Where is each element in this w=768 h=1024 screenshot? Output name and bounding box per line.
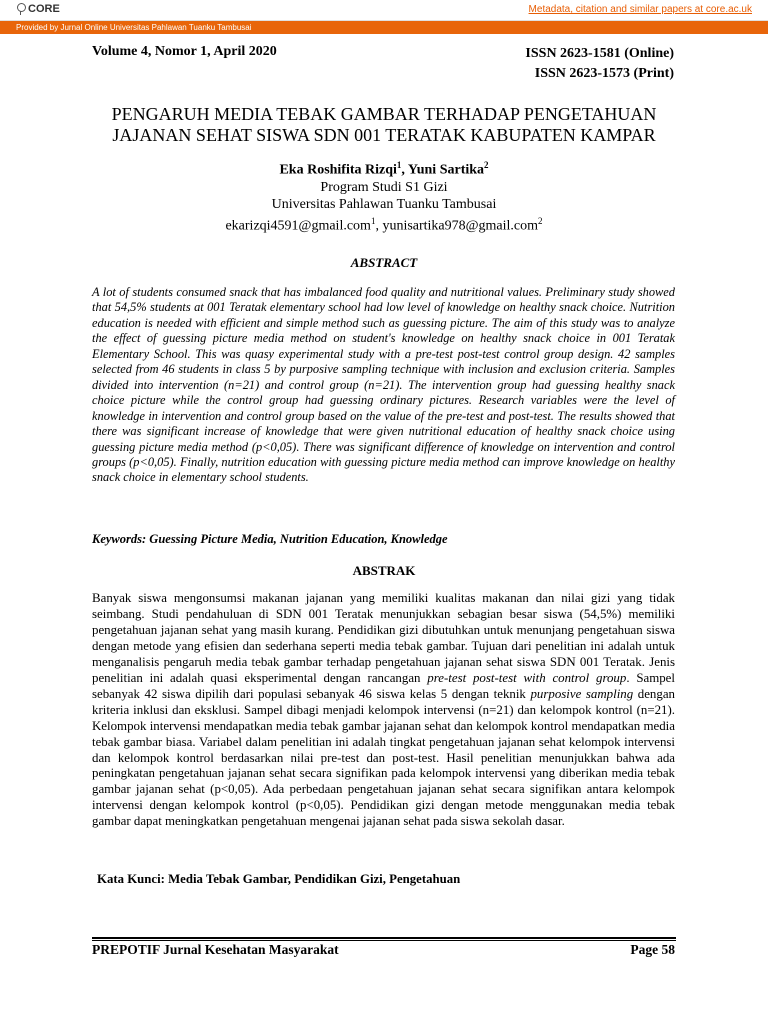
abstrak-part-1: Banyak siswa mengonsumsi makanan jajanan yang memiliki kualitas makanan dan nilai gizi yang tidak seimbang. Studi pendahuluan di SDN 001 Teratak menunjukkan sebagian besar siswa (54,5%) memiliki pengetahuan jajanan sehat yang masih kurang. Pendidikan gizi dibutuhkan untuk menunjang pengetahuan siswa dengan metode yang efisien dan sederhana seperti media tebak gambar. Tujuan dari penelitian ini adalah untuk menganalisis pengaruh media tebak gambar terhadap pengetahuan jajanan sehat siswa SDN 001 Teratak. Jenis penelitian ini adalah quasi eksperimental dengan rancangan (92, 591, 675, 685)
core-logo[interactable] (16, 3, 60, 15)
abstract-heading: ABSTRACT (350, 255, 418, 270)
author-names (80, 157, 688, 179)
author-2: Yuni Sartika (407, 162, 485, 178)
email-2: yunisartika978@gmail.com (382, 218, 539, 234)
core-metadata-link[interactable]: Metadata, citation and similar papers at core.ac.uk (528, 4, 752, 15)
email-separator: , (375, 218, 383, 234)
abstrak-italic-sampling: purposive sampling (530, 686, 634, 701)
footer-divider-thin (92, 940, 676, 941)
email-2-affiliation: 2 (538, 215, 543, 226)
issn-online: ISSN 2623-1581 (Online) (525, 46, 674, 61)
abstrak-indonesian-text (92, 591, 675, 830)
paper-title-line-1: PENGARUH MEDIA TEBAK GAMBAR TERHADAP PENGETAHUAN (111, 104, 657, 124)
university: Universitas Pahlawan Tuanku Tambusai (271, 196, 497, 212)
email-1-affiliation: 1 (370, 215, 376, 226)
paper-title-line-2: JAJANAN SEHAT SISWA SDN 001 TERATAK KABUPATEN KAMPAR (112, 125, 656, 145)
author-emails (80, 213, 688, 235)
author-block (80, 157, 688, 234)
issn-block (525, 44, 674, 84)
study-program: Program Studi S1 Gizi (320, 179, 448, 195)
abstrak-italic-design: pre-test post-test with control group (427, 670, 627, 685)
author-separator: , (401, 162, 408, 178)
core-top-bar (0, 0, 768, 21)
author-2-affiliation: 2 (484, 160, 489, 170)
abstrak-heading: ABSTRAK (352, 563, 416, 578)
footer-divider (92, 937, 676, 939)
footer-journal-name: PREPOTIF Jurnal Kesehatan Masyarakat (92, 942, 339, 957)
author-1-affiliation: 1 (396, 160, 402, 170)
abstract-english-text: A lot of students consumed snack that has imbalanced food quality and nutritional values. Preliminary study showed that 54,5% students at 001 Teratak elementary school had low level of knowledge on healthy snack choice. Nutrition education is needed with efficient and simple method such as guessing picture. The aim of this study was to analyze the effect of guessing picture media method on student's knowledge on healthy snack choice in 001 Teratak Elementary School. This was quasy experimental study with a pre-test post-test control group design. 42 samples selected from 46 students in class 5 by purposive sampling technique with inclusion and exclusion criteria. Samples divided into intervention (n=21) and control group (n=21). The intervention group had guessing healthy snack choice picture while the control group had guessing ordinary pictures. Research variables were the level of knowledge in intervention and control group based on the value of the pre-test and post-test. The results showed that there was significant increase of knowledge that were given nutritional education of healthy snack choice using guessing picture media method (p<0,05). There was significant difference of knowledge on intervention and control groups (p<0,05). Finally, nutrition education with guessing picture media method can improve knowledge on healthy snack choice in elementary school students. (92, 285, 675, 485)
email-1: ekarizqi4591@gmail.com (225, 218, 371, 234)
keywords-english: Keywords: Guessing Picture Media, Nutrition Education, Knowledge (92, 532, 448, 546)
core-logo-text: CORE (28, 3, 60, 15)
author-1: Eka Roshifita Rizqi (279, 162, 397, 178)
abstrak-part-2: . Sampel sebanyak 42 siswa dipilih dari populasi sebanyak 46 siswa kelas 5 dengan teknik (92, 670, 675, 701)
paper-title (80, 104, 688, 146)
keywords-indonesian: Kata Kunci: Media Tebak Gambar, Pendidikan Gizi, Pengetahuan (97, 872, 461, 886)
footer-page-number: Page 58 (630, 942, 675, 957)
abstrak-part-3: dengan kriteria inklusi dan eksklusi. Sampel dibagi menjadi kelompok intervensi (n=21) dan kelompok kontrol (n=21). Kelompok intervensi mendapatkan media tebak gambar jajanan sehat dan kelompok kontrol mendapatkan media tebak gambar biasa. Variabel dalam penelitian ini adalah tingkat pengetahuan jajanan sehat kelompok intervensi dan kelompok kontrol berdasarkan nilai pre-test dan post-test. Hasil penelitian menunjukkan bahwa ada peningkatan pengetahuan jajanan sehat secara signifikan pada kelompok intervensi yang diberikan media tebak gambar jajanan sehat (p<0,05). Ada perbedaan pengetahuan jajanan sehat secara signifikan antara kelompok intervensi dengan kelompok kontrol (p<0,05). Pendidikan gizi dengan metode menggunakan media tebak gambar dapat meningkatkan pengetahuan mengenai jajanan sehat pada siswa sekolah dasar. (92, 686, 675, 829)
journal-volume: Volume 4, Nomor 1, April 2020 (92, 44, 277, 59)
provided-by-bar (0, 21, 768, 34)
issn-print: ISSN 2623-1573 (Print) (534, 66, 674, 81)
core-logo-icon (16, 3, 25, 15)
provided-by-text[interactable]: Provided by Jurnal Online Universitas Pahlawan Tuanku Tambusai (16, 23, 252, 32)
